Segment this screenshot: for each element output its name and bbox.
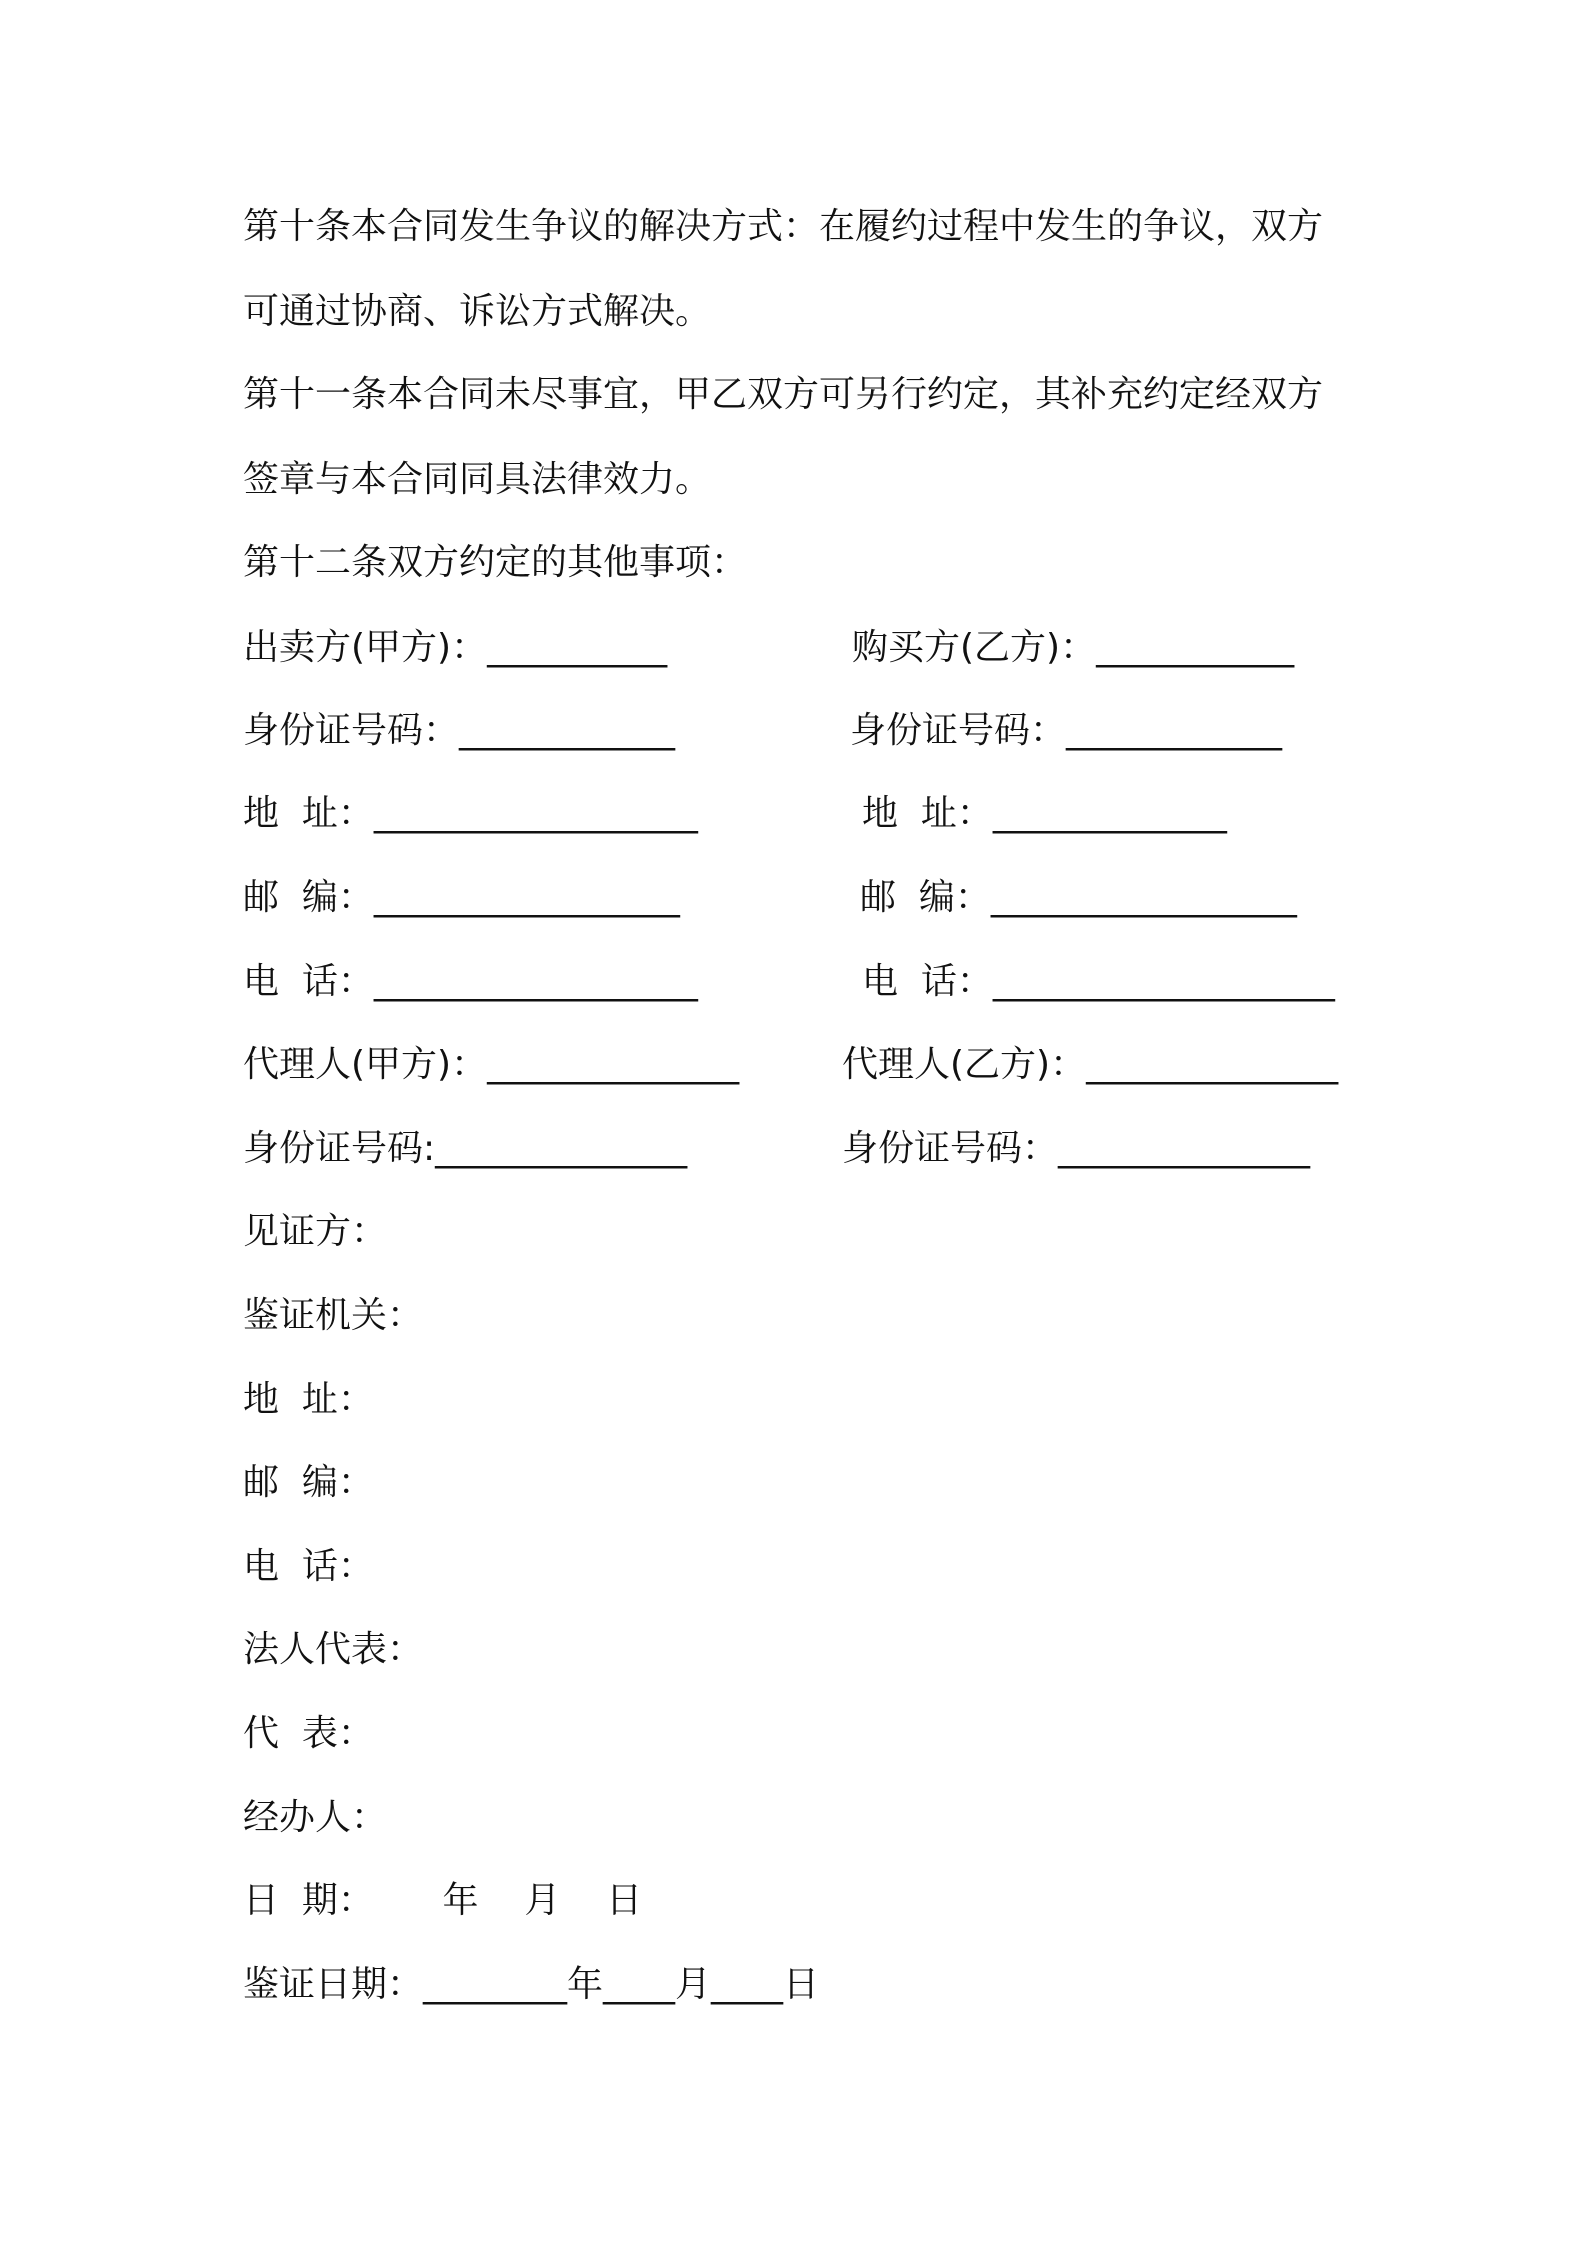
witness-cert-date: 鉴证日期：________年____月____日 <box>243 1964 820 2005</box>
buyer-label: 购买方(乙方)：___________ <box>852 627 1295 668</box>
article-10-line-1: 第十条本合同发生争议的解决方式：在履约过程中发生的争议，双方 <box>243 206 1324 247</box>
buyer-postcode: 邮 编：_________________ <box>860 877 1297 918</box>
witness-party: 见证方： <box>243 1211 388 1252</box>
buyer-address: 地 址：_____________ <box>862 793 1227 834</box>
witness-handler: 经办人： <box>243 1797 388 1838</box>
seller-id: 身份证号码：____________ <box>243 710 676 751</box>
witness-address: 地 址： <box>243 1379 374 1420</box>
buyer-id: 身份证号码：____________ <box>850 710 1283 751</box>
buyer-phone: 电 话：___________________ <box>862 961 1335 1002</box>
witness-rep: 代 表： <box>243 1713 374 1754</box>
seller-agent-id: 身份证号码:______________ <box>243 1128 688 1169</box>
article-11-line-2: 签章与本合同同具法律效力。 <box>243 459 712 500</box>
seller-postcode: 邮 编：_________________ <box>243 877 680 918</box>
article-10-line-2: 可通过协商、诉讼方式解决。 <box>243 291 712 332</box>
buyer-agent: 代理人(乙方)：______________ <box>842 1044 1339 1085</box>
seller-address: 地 址：__________________ <box>243 793 698 834</box>
buyer-agent-id: 身份证号码：______________ <box>842 1128 1311 1169</box>
article-11-line-1: 第十一条本合同未尽事宜，甲乙双方可另行约定，其补充约定经双方 <box>243 374 1324 415</box>
seller-label: 出卖方(甲方)：__________ <box>243 627 668 668</box>
witness-date: 日 期： 年 月 日 <box>243 1880 643 1921</box>
witness-phone: 电 话： <box>243 1546 374 1587</box>
article-12: 第十二条双方约定的其他事项： <box>243 542 748 583</box>
seller-agent: 代理人(甲方)：______________ <box>243 1044 740 1085</box>
witness-legal-rep: 法人代表： <box>243 1629 424 1670</box>
witness-postcode: 邮 编： <box>243 1462 374 1503</box>
seller-phone: 电 话：__________________ <box>243 961 698 1002</box>
witness-authority: 鉴证机关： <box>243 1295 424 1336</box>
